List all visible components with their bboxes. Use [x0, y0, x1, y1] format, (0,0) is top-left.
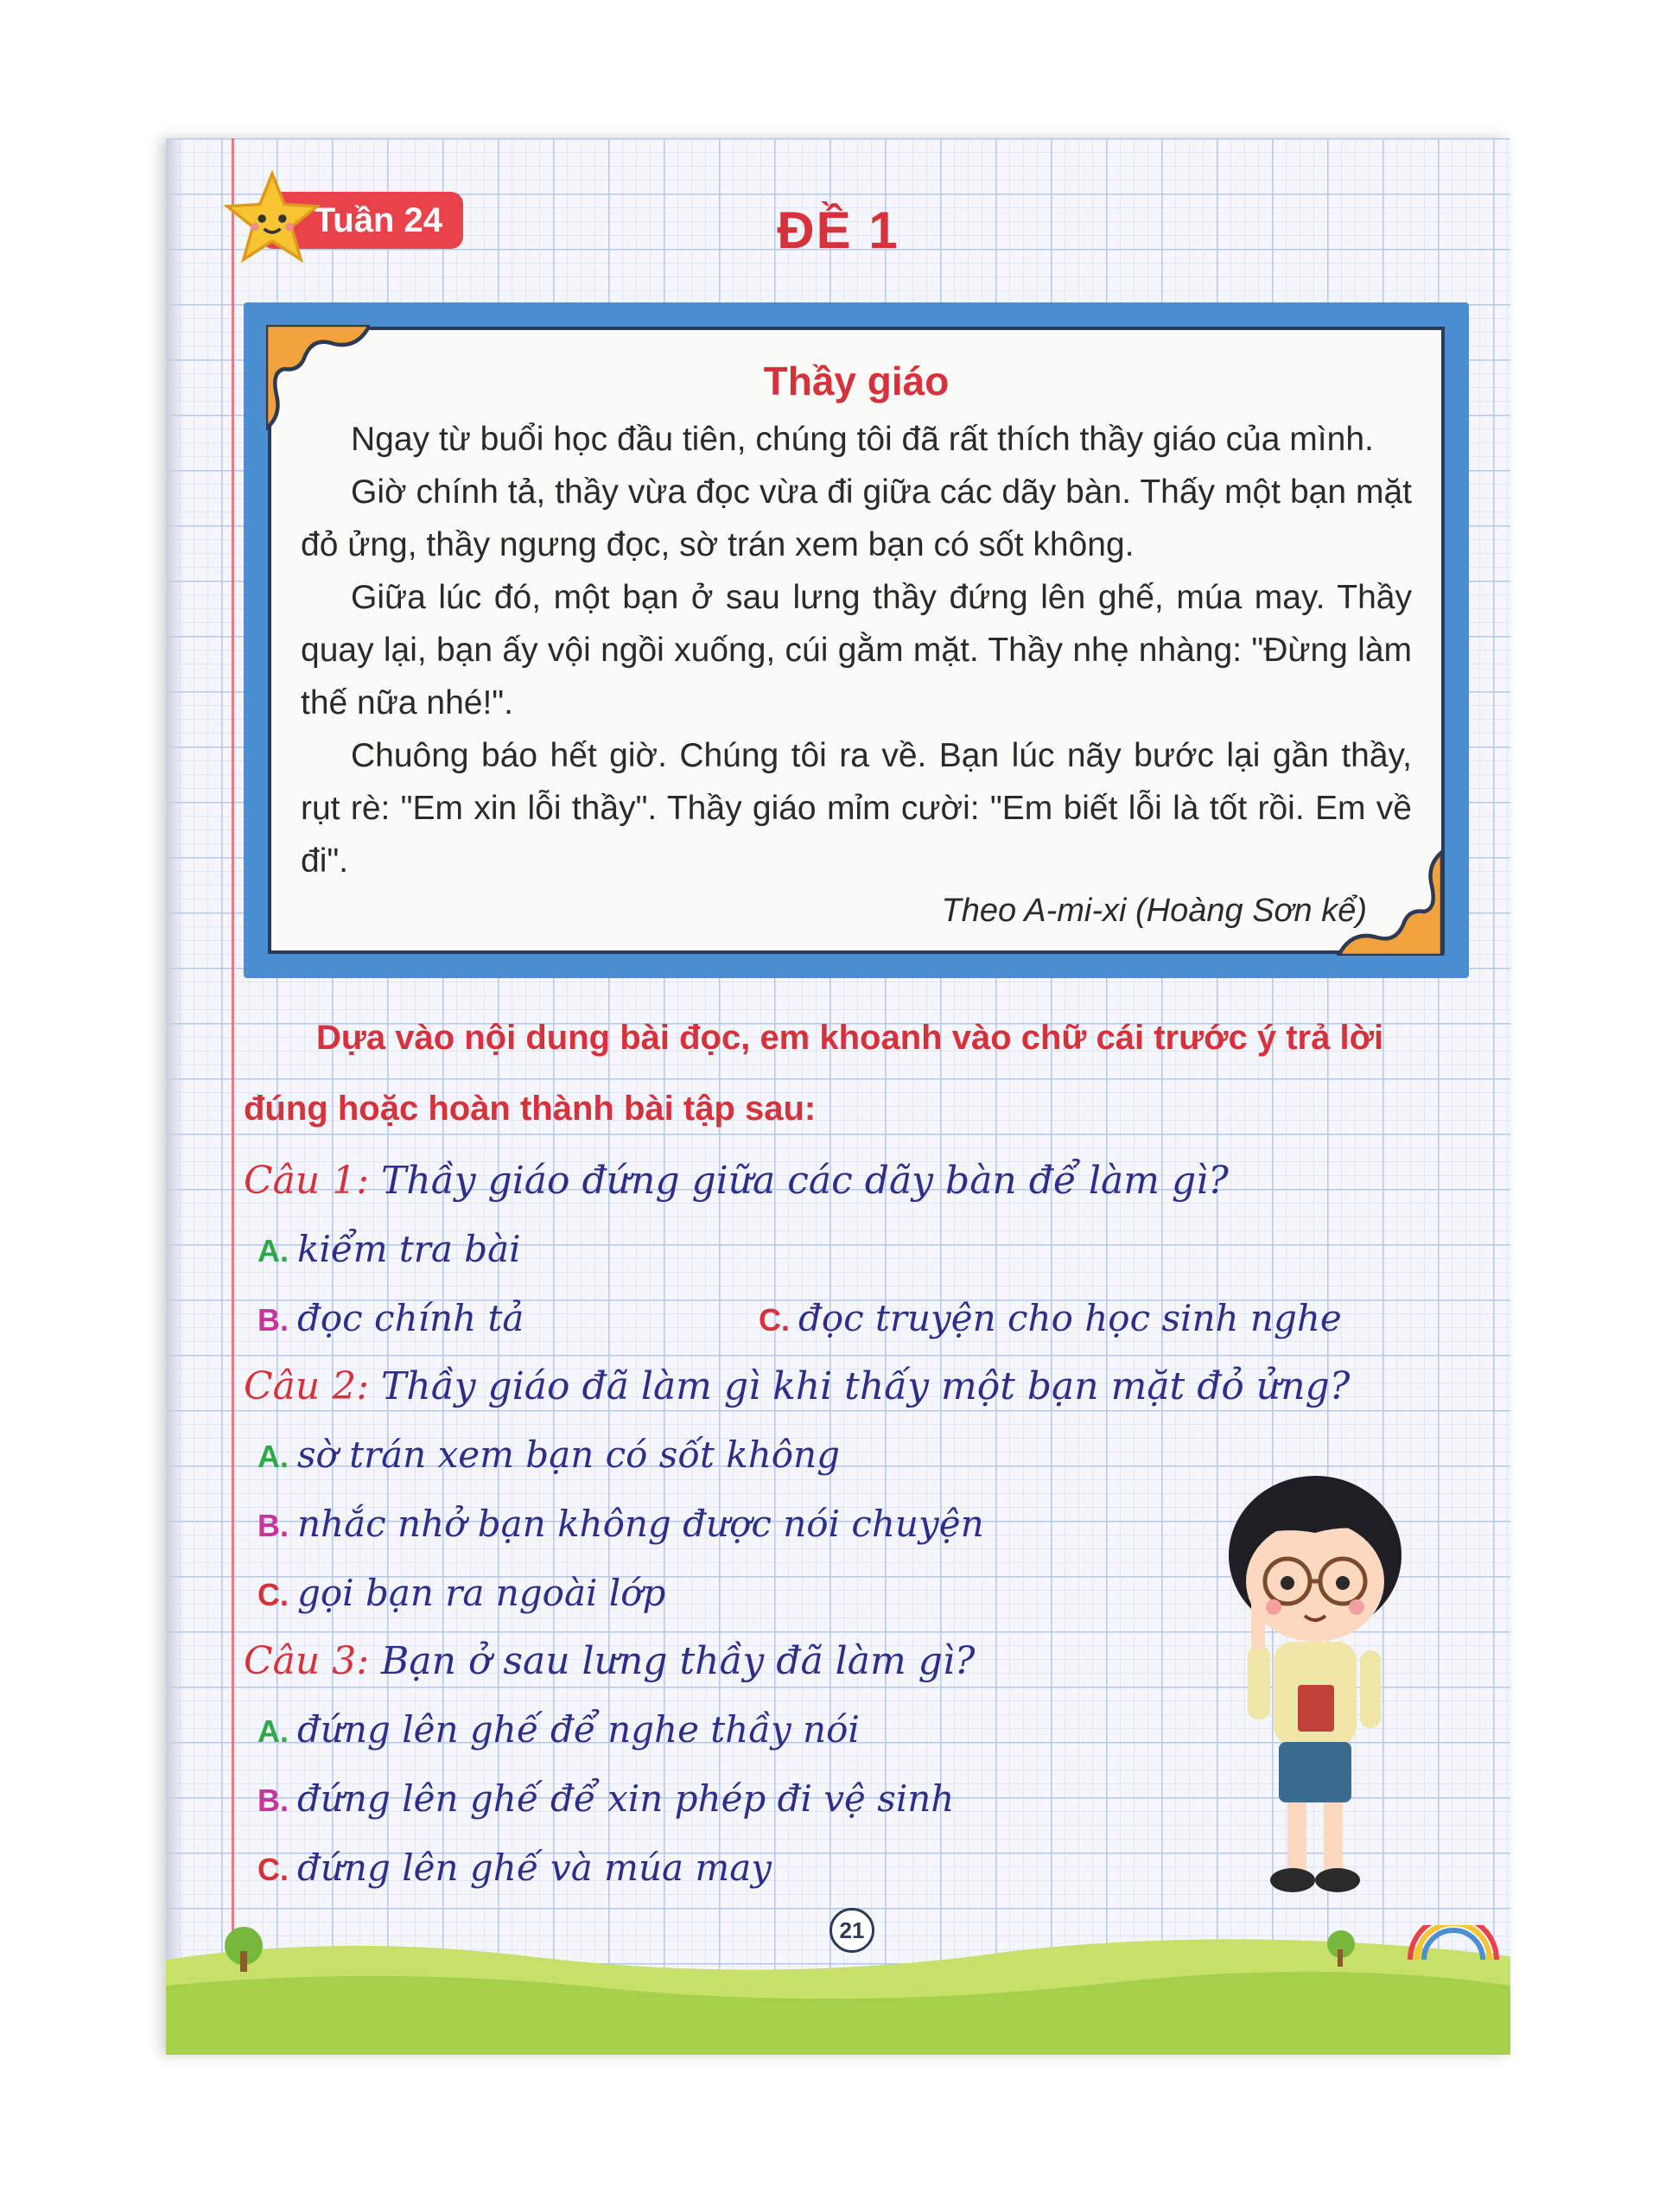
option-row: [244, 1215, 1488, 1284]
option-text: gọi bạn ra ngoài lớp: [297, 1572, 666, 1614]
margin-line: [232, 138, 234, 2055]
option-text: sờ trán xem bạn có sốt không: [297, 1433, 840, 1476]
question-text: Bạn ở sau lưng thầy đã làm gì?: [381, 1639, 976, 1683]
option-text: đọc truyện cho học sinh nghe: [798, 1297, 1342, 1339]
option-letter[interactable]: A.: [257, 1713, 289, 1749]
reading-paragraph: Giữa lúc đó, một bạn ở sau lưng thầy đứng lên ghế, múa may. Thầy quay lại, bạn ấy vội ngồi xuống, cúi gằm mặt. Thầy nhẹ nhàng: "Đừng làm thế nữa nhé!".: [301, 579, 1412, 721]
boy-illustration: [1203, 1460, 1427, 1910]
option-text: đứng lên ghế để nghe thầy nói: [297, 1708, 860, 1751]
option-text: nhắc nhở bạn không được nói chuyện: [297, 1503, 984, 1545]
question-number: Câu 3:: [244, 1639, 370, 1683]
week-label: Tuần 24: [314, 200, 442, 239]
instruction: Dựa vào nội dung bài đọc, em khoanh vào chữ cái trước ý trả lời đúng hoặc hoàn thành bài tập sau:: [244, 1019, 1384, 1128]
question-2: [244, 1353, 1488, 1421]
option-letter[interactable]: A.: [257, 1439, 289, 1474]
option-letter[interactable]: B.: [257, 1302, 289, 1338]
page-number: 21: [830, 1908, 874, 1953]
option-letter[interactable]: C.: [759, 1302, 790, 1338]
reading-paragraph: Chuông báo hết giờ. Chúng tôi ra về. Bạn lúc nãy bước lại gần thầy, rụt rè: "Em xin lỗi thầy". Thầy giáo mỉm cười: "Em biết lỗi là tốt rồi. Em về đi".: [301, 737, 1412, 880]
reading-frame: [244, 302, 1469, 978]
option-letter[interactable]: C.: [257, 1577, 289, 1612]
corner-ornament-icon: [1334, 826, 1446, 956]
option-text: đứng lên ghế và múa may: [297, 1847, 772, 1889]
reading-paragraph: Ngay từ buổi học đầu tiên, chúng tôi đã rất thích thầy giáo của mình.: [351, 421, 1374, 458]
question-number: Câu 2:: [244, 1364, 370, 1408]
option-text: đứng lên ghế để xin phép đi vệ sinh: [297, 1777, 955, 1820]
page-binding-edge: [166, 138, 185, 2055]
reading-box: [268, 327, 1445, 954]
reading-source: Theo A-mi-xi (Hoàng Sơn kể): [941, 893, 1367, 929]
option-right: [745, 1284, 1342, 1355]
option-letter[interactable]: B.: [257, 1508, 289, 1543]
question-1: [244, 1147, 1488, 1215]
option-text: đọc chính tả: [297, 1297, 524, 1339]
question-text: Thầy giáo đã làm gì khi thấy một bạn mặt đỏ ửng?: [381, 1364, 1351, 1408]
option-text: kiểm tra bài: [297, 1228, 521, 1270]
option-letter[interactable]: B.: [257, 1783, 289, 1818]
option-letter[interactable]: C.: [257, 1852, 289, 1887]
workbook-page: [166, 138, 1510, 2055]
question-text: Thầy giáo đứng giữa các dãy bàn để làm gì?: [381, 1159, 1229, 1203]
corner-ornament-icon: [266, 325, 370, 454]
option-row: [244, 1284, 1488, 1353]
question-number: Câu 1:: [244, 1159, 370, 1203]
reading-title: Thầy giáo: [763, 359, 950, 404]
exam-title: ĐỀ 1: [777, 201, 899, 259]
reading-paragraph: Giờ chính tả, thầy vừa đọc vừa đi giữa các dãy bàn. Thấy một bạn mặt đỏ ửng, thầy ngưng đọc, sờ trán xem bạn có sốt không.: [301, 474, 1412, 563]
option-letter[interactable]: A.: [257, 1233, 289, 1268]
